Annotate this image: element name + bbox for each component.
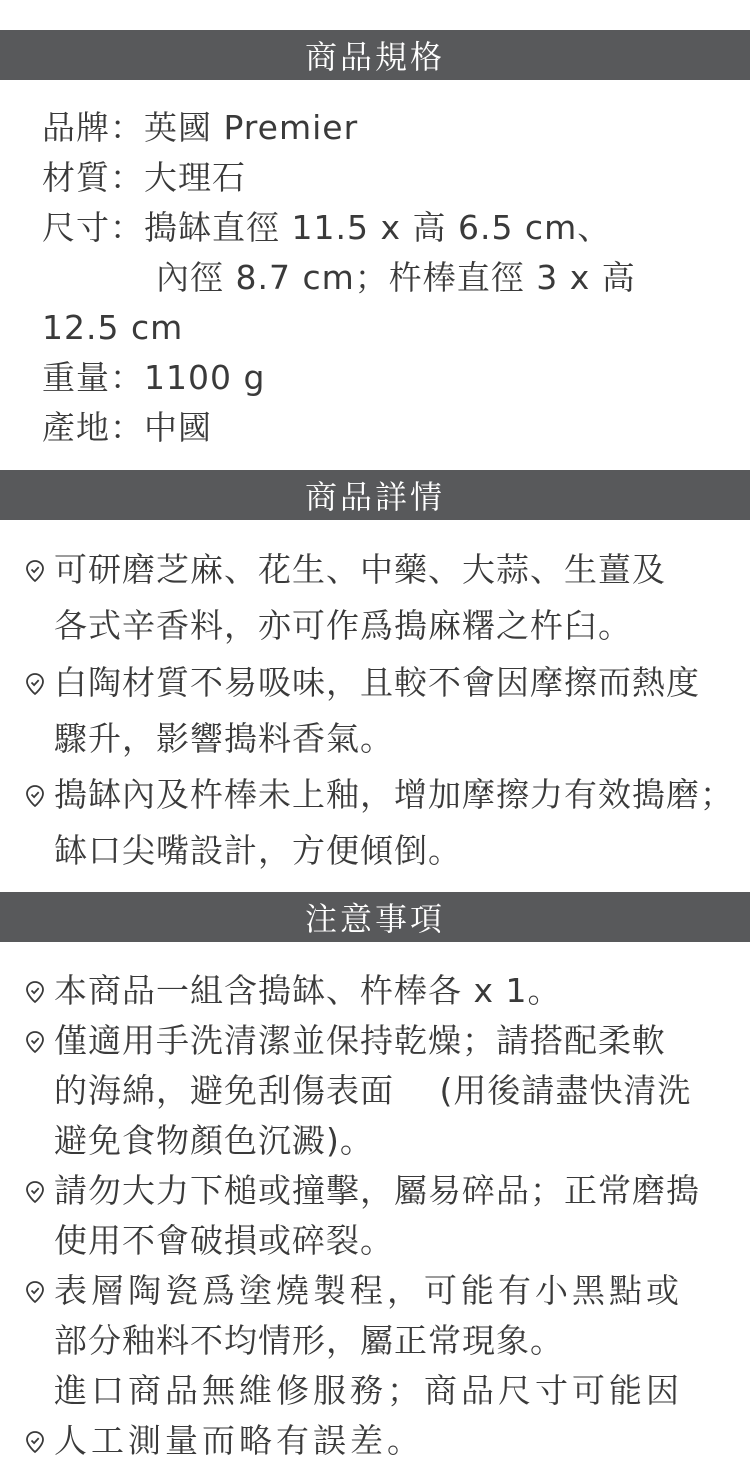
- notes-item-4: [22, 1263, 683, 1319]
- notes-item-4-text: 表層陶瓷爲塗燒製程，可能有小黑點或: [54, 1271, 683, 1310]
- location-pin-icon: [22, 558, 48, 584]
- details-item-2: [22, 655, 700, 711]
- notes-item-2: [22, 1013, 666, 1069]
- spec-size-cont2: 12.5 cm: [42, 308, 184, 347]
- spec-size: 尺寸：搗缽直徑 11.5 x 高 6.5 cm、: [42, 208, 612, 247]
- notes-item-3-cont: 使用不會破損或碎裂。: [54, 1221, 394, 1260]
- spec-weight: 重量：1100 g: [42, 358, 266, 397]
- details-item-2-text: 白陶材質不易吸味，且較不會因摩擦而熱度: [54, 663, 700, 702]
- notes-extra-line: 進口商品無維修服務；商品尺寸可能因: [54, 1371, 683, 1410]
- details-item-1-cont: 各式辛香料，亦可作爲搗麻糬之杵臼。: [54, 606, 632, 645]
- details-item-2-cont: 驟升，影響搗料香氣。: [54, 719, 394, 758]
- section-title-notes: 注意事項: [304, 900, 445, 938]
- details-item-1: [22, 542, 666, 598]
- section-title-details: 商品詳情: [304, 478, 445, 516]
- location-pin-icon: [22, 1179, 48, 1205]
- section-header-details: [0, 470, 750, 520]
- notes-item-2-text: 僅適用手洗清潔並保持乾燥；請搭配柔軟: [54, 1021, 666, 1060]
- details-item-3-text: 搗缽內及杵棒未上釉，增加摩擦力有效搗磨；: [54, 775, 734, 814]
- details-item-3-cont: 缽口尖嘴設計，方便傾倒。: [54, 831, 462, 870]
- location-pin-icon: [22, 979, 48, 1005]
- notes-item-5: [22, 1413, 424, 1469]
- location-pin-icon: [22, 1429, 48, 1455]
- notes-item-1: [22, 963, 562, 1019]
- notes-item-2-cont2: 避免食物顏色沉澱)。: [54, 1121, 374, 1160]
- location-pin-icon: [22, 783, 48, 809]
- spec-material: 材質：大理石: [42, 158, 246, 197]
- details-item-1-text: 可研磨芝麻、花生、中藥、大蒜、生薑及: [54, 550, 666, 589]
- notes-item-3: [22, 1163, 700, 1219]
- location-pin-icon: [22, 1279, 48, 1305]
- details-item-3: [22, 767, 734, 823]
- spec-brand: 品牌：英國 Premier: [42, 108, 359, 147]
- spec-size-cont: 內徑 8.7 cm；杵棒直徑 3 x 高: [156, 258, 636, 297]
- spec-origin: 產地：中國: [42, 408, 212, 447]
- notes-item-1-text: 本商品一組含搗缽、杵棒各 x 1。: [54, 971, 562, 1010]
- notes-item-2-cont: 的海綿，避免刮傷表面 (用後請盡快清洗: [54, 1071, 692, 1110]
- notes-item-3-text: 請勿大力下槌或撞擊，屬易碎品；正常磨搗: [54, 1171, 700, 1210]
- notes-item-4-cont: 部分釉料不均情形，屬正常現象。: [54, 1321, 564, 1360]
- section-title-spec: 商品規格: [304, 38, 445, 76]
- section-header-notes: [0, 892, 750, 942]
- section-header-spec: [0, 30, 750, 80]
- location-pin-icon: [22, 671, 48, 697]
- notes-item-5-text: 人工測量而略有誤差。: [54, 1421, 424, 1460]
- location-pin-icon: [22, 1029, 48, 1055]
